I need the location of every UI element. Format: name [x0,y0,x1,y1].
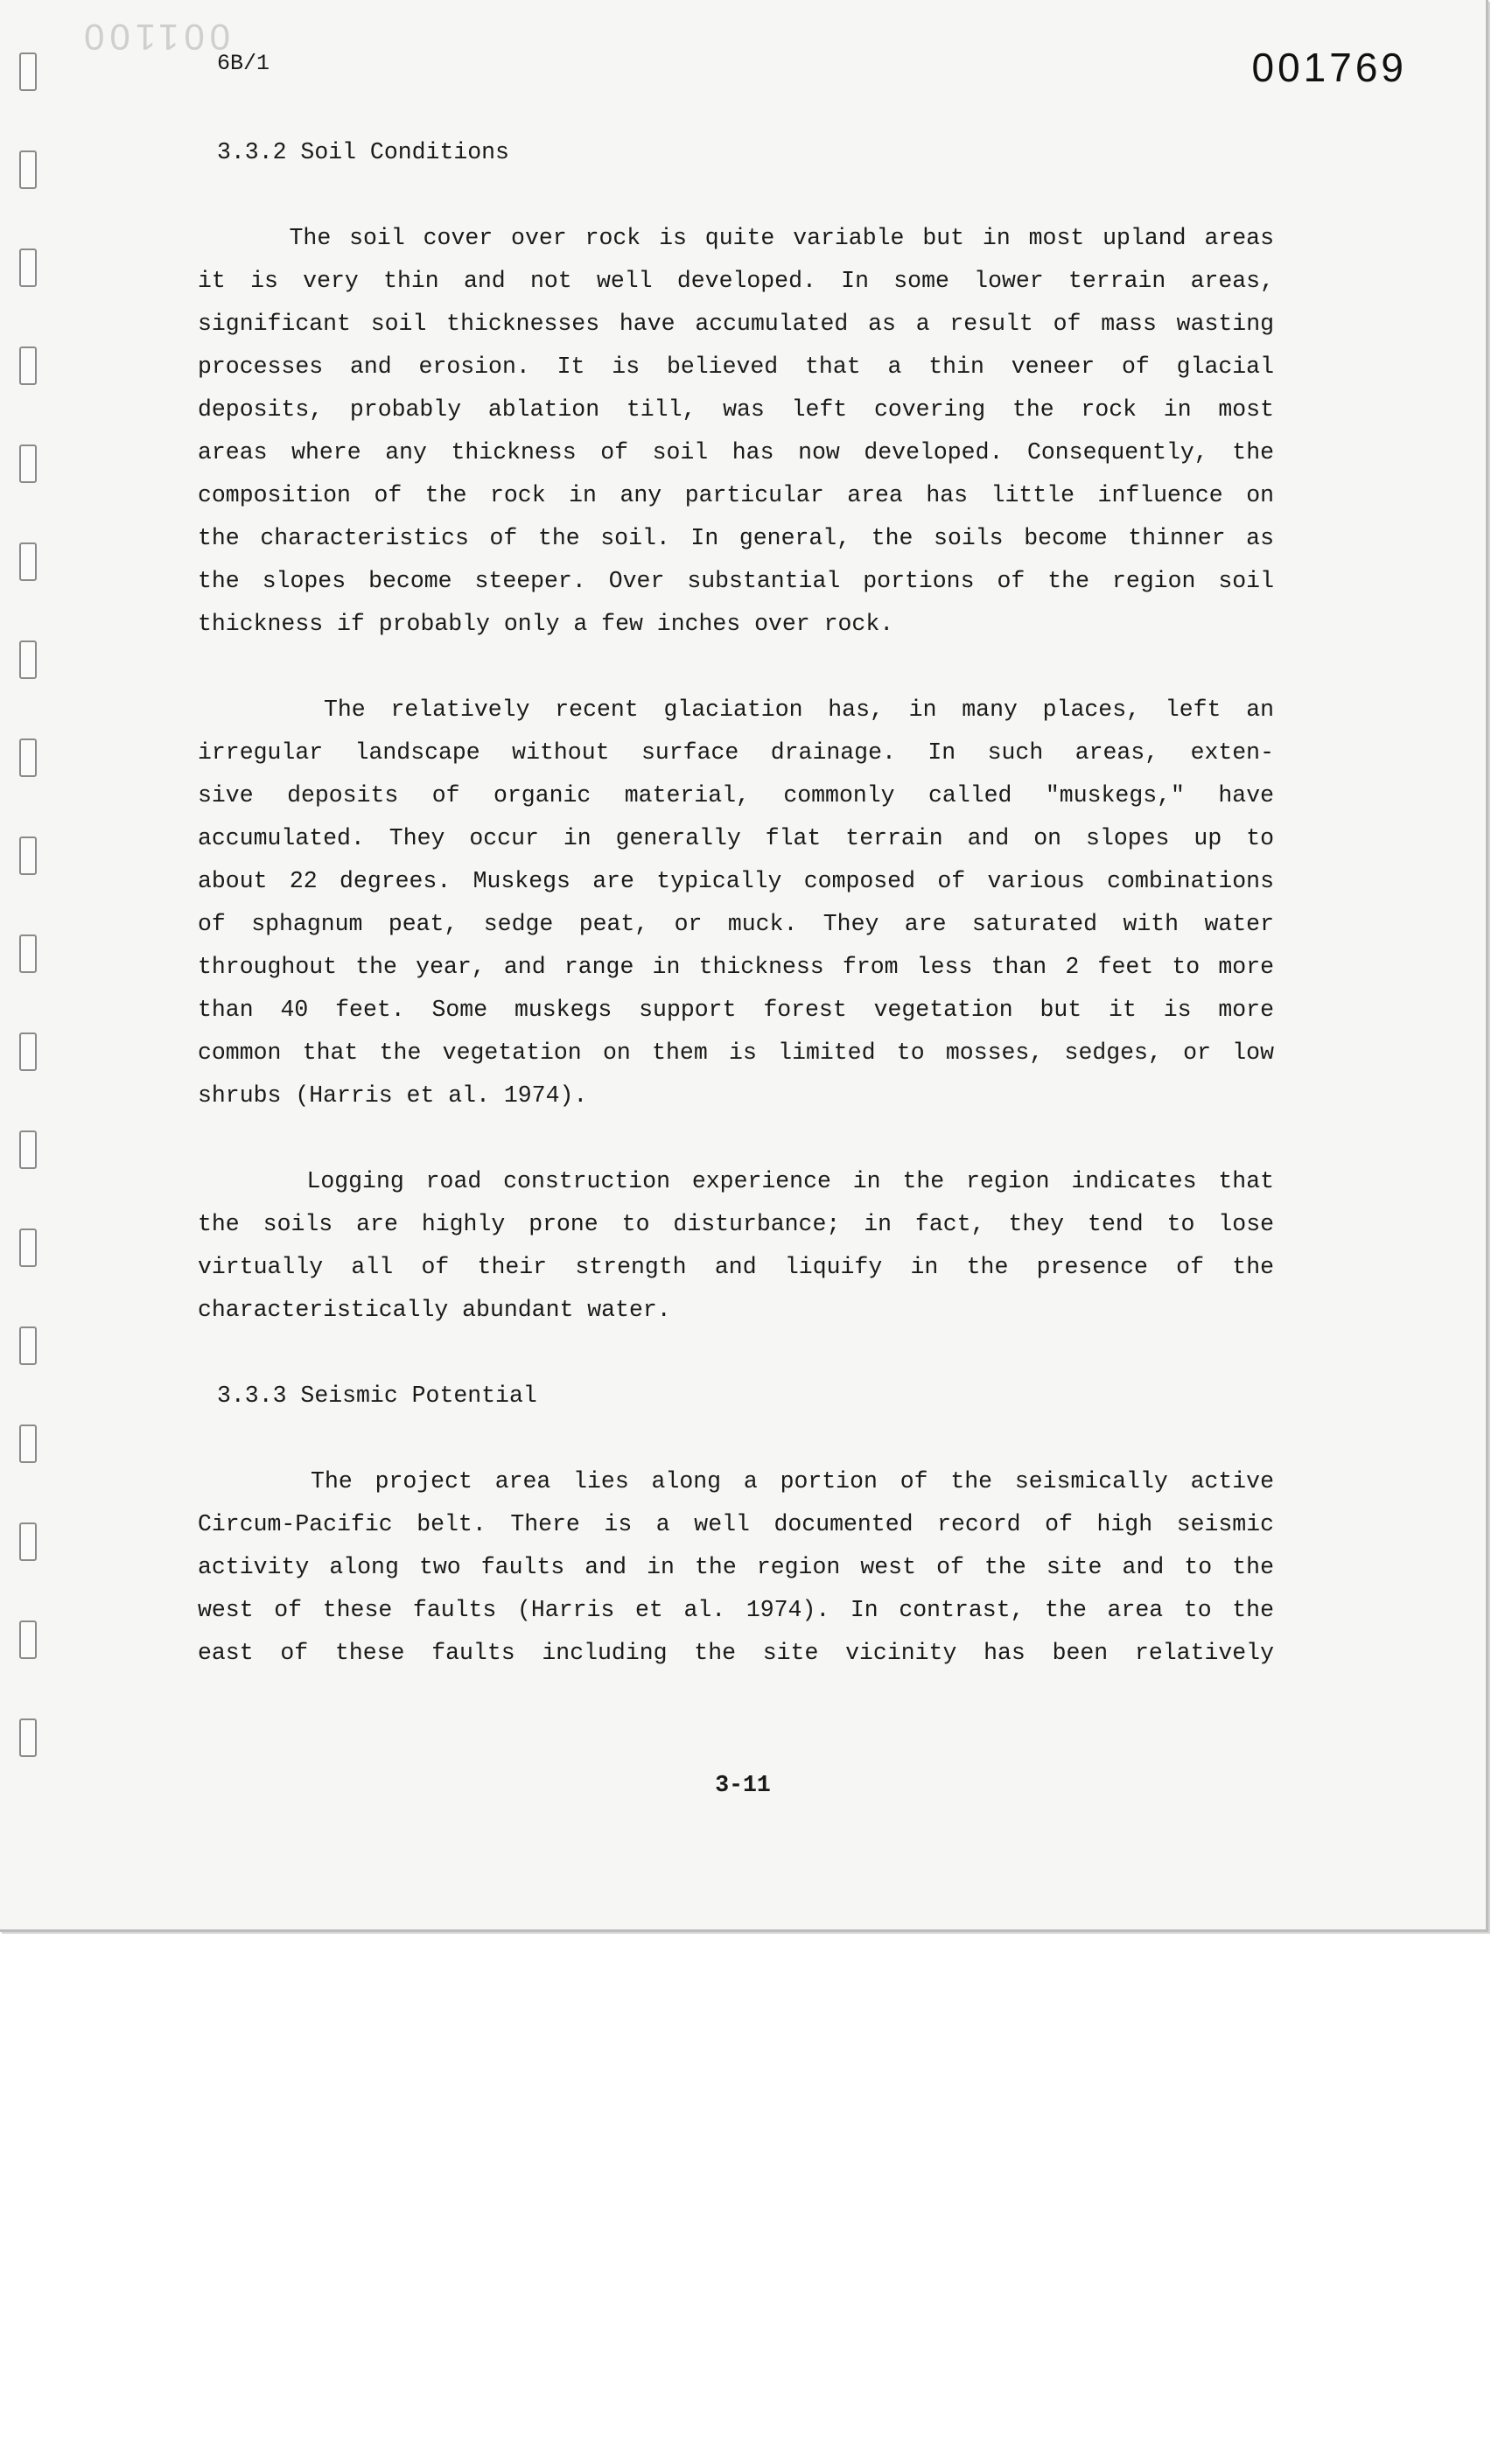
paragraph [198,1460,1274,1675]
text-line: activity along two faults and in the region west of the site and to the [198,1554,1274,1580]
binder-hole [19,1326,37,1365]
text-line: than 40 feet. Some muskegs support forest vegetation but it is more [198,997,1274,1023]
binder-hole [19,1620,37,1659]
text-line: sive deposits of organic material, commonly called "muskegs," have [198,782,1274,808]
text-line: of sphagnum peat, sedge peat, or muck. They are saturated with water [198,911,1274,937]
binder-holes [19,52,38,1872]
binder-hole [19,150,37,189]
document-body [198,131,1274,1675]
paragraph [198,1160,1274,1332]
section-seismic-potential [198,1375,1274,1675]
binder-hole [19,738,37,777]
binder-hole [19,640,37,679]
section-heading: 3.3.3 Seismic Potential [217,1382,537,1409]
binder-hole [19,1424,37,1463]
text-line: about 22 degrees. Muskegs are typically composed of various combinations [198,868,1274,894]
text-line: it is very thin and not well developed. In some lower terrain areas, [198,268,1274,294]
text-line: characteristically abundant water. [198,1297,671,1323]
text-line: thickness if probably only a few inches over rock. [198,611,894,637]
binder-hole [19,542,37,581]
paragraph [198,217,1274,646]
text-line: throughout the year, and range in thickness from less than 2 feet to more [198,954,1274,980]
text-line: significant soil thicknesses have accumulated as a result of mass wasting [198,311,1274,337]
text-line: The relatively recent glaciation has, in many places, left an [198,696,1274,723]
text-line: Logging road construction experience in the region indicates that [198,1168,1274,1194]
text-line: processes and erosion. It is believed that a thin veneer of glacial [198,354,1274,380]
text-line: areas where any thickness of soil has now developed. Consequently, the [198,439,1274,466]
text-line: shrubs (Harris et al. 1974). [198,1082,588,1109]
page-reference: 6B/1 [217,51,270,76]
binder-hole [19,52,37,91]
text-line: west of these faults (Harris et al. 1974). In contrast, the area to the [198,1597,1274,1623]
binder-hole [19,934,37,973]
text-line: The project area lies along a portion of the seismically active [198,1468,1274,1494]
binder-hole [19,248,37,287]
faint-bleed-through-number: 001100 [79,17,231,58]
section-soil-conditions [198,131,1274,1332]
page-number: 3-11 [715,1772,771,1798]
binder-hole [19,1228,37,1267]
text-line: composition of the rock in any particular area has little influence on [198,482,1274,508]
text-line: accumulated. They occur in generally flat terrain and on slopes up to [198,825,1274,851]
text-line: irregular landscape without surface drainage. In such areas, exten- [198,739,1274,766]
text-line: common that the vegetation on them is limited to mosses, sedges, or low [198,1040,1274,1066]
paragraph [198,689,1274,1117]
text-line: The soil cover over rock is quite variable but in most upland areas [198,225,1274,251]
text-line: the slopes become steeper. Over substantial portions of the region soil [198,568,1274,594]
binder-hole [19,836,37,875]
binder-hole [19,1130,37,1169]
text-line: Circum-Pacific belt. There is a well documented record of high seismic [198,1511,1274,1537]
binder-hole [19,1522,37,1561]
text-line: the soils are highly prone to disturbance; in fact, they tend to lose [198,1211,1274,1237]
binder-hole [19,444,37,483]
section-heading: 3.3.2 Soil Conditions [217,139,509,165]
text-line: the characteristics of the soil. In general, the soils become thinner as [198,525,1274,551]
binder-hole [19,346,37,385]
text-line: east of these faults including the site vicinity has been relatively [198,1640,1274,1666]
binder-hole [19,1718,37,1757]
document-number: 001769 [1251,45,1407,90]
binder-hole [19,1032,37,1071]
text-line: deposits, probably ablation till, was left covering the rock in most [198,396,1274,423]
text-line: virtually all of their strength and liquify in the presence of the [198,1254,1274,1280]
